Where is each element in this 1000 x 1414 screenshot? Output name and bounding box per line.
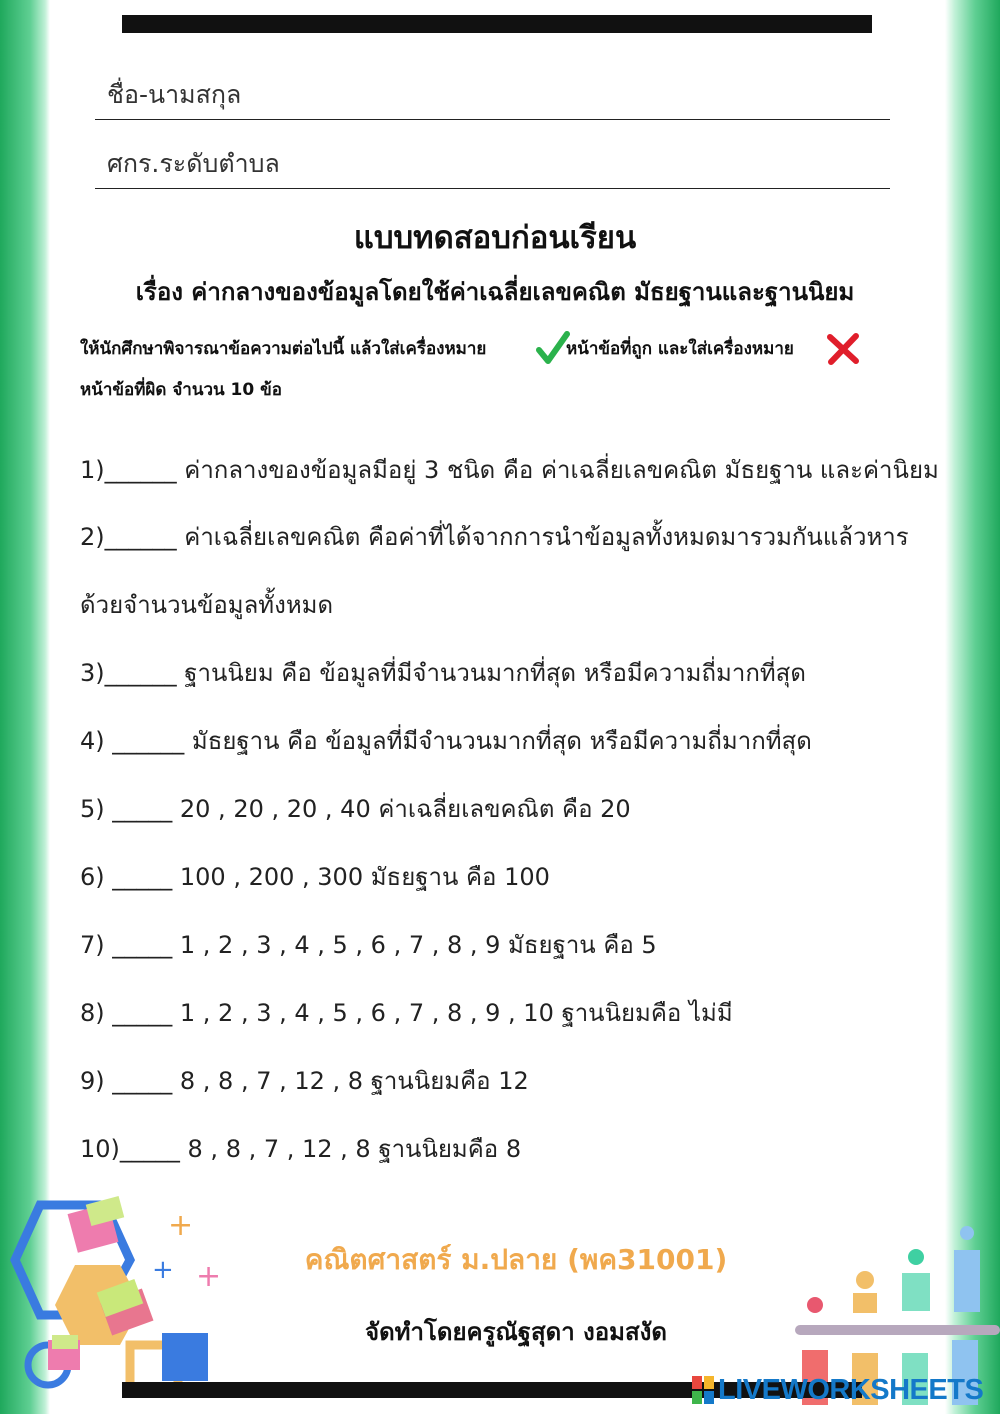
svg-text:+: + xyxy=(152,1255,174,1285)
logo-text: LIVEWORKSHEETS xyxy=(718,1373,984,1406)
instruction-part2: หน้าข้อที่ถูก และใส่เครื่องหมาย xyxy=(566,339,794,359)
check-icon xyxy=(536,330,570,366)
svg-text:+: + xyxy=(168,1208,194,1243)
cross-icon xyxy=(825,332,861,366)
geometric-shapes-decoration xyxy=(0,1190,240,1390)
question-8[interactable]: 8) _____ 1 , 2 , 3 , 4 , 5 , 6 , 7 , 8 , 9 , 10 ฐานนิยมคือ ไม่มี xyxy=(80,999,733,1027)
question-9[interactable]: 9) _____ 8 , 8 , 7 , 12 , 8 ฐานนิยมคือ 12 xyxy=(80,1067,529,1095)
question-5[interactable]: 5) _____ 20 , 20 , 20 , 40 ค่าเฉลี่ยเลขคณิต คือ 20 xyxy=(80,795,631,823)
question-6[interactable]: 6) _____ 100 , 200 , 300 มัธยฐาน คือ 100 xyxy=(80,863,550,891)
subject-label: คณิตศาสตร์ ม.ปลาย (พค31001) xyxy=(304,1243,728,1276)
top-border-bar xyxy=(122,15,872,33)
question-1[interactable]: 1)______ ค่ากลางของข้อมูลมีอยู่ 3 ชนิด คือ ค่าเฉลี่ยเลขคณิต มัธยฐาน และค่านิยม xyxy=(80,456,939,484)
question-4[interactable]: 4) ______ มัธยฐาน คือ ข้อมูลที่มีจำนวนมากที่สุด หรือมีความถี่มากที่สุด xyxy=(80,727,812,755)
name-field[interactable] xyxy=(95,75,890,120)
instruction-part3: หน้าข้อที่ผิด จำนวน 10 ข้อ xyxy=(80,380,282,400)
center-field[interactable] xyxy=(95,140,890,189)
question-7[interactable]: 7) _____ 1 , 2 , 3 , 4 , 5 , 6 , 7 , 8 , 9 มัธยฐาน คือ 5 xyxy=(80,931,657,959)
question-2[interactable]: 2)______ ค่าเฉลี่ยเลขคณิต คือค่าที่ได้จากการนำข้อมูลทั้งหมดมารวมกันแล้วหาร xyxy=(80,523,909,551)
instruction-part1: ให้นักศึกษาพิจารณาข้อความต่อไปนี้ แล้วใส่เครื่องหมาย xyxy=(80,339,487,359)
name-field-label: ชื่อ-นามสกุล xyxy=(107,80,242,109)
question-2-continued: ด้วยจำนวนข้อมูลทั้งหมด xyxy=(80,591,334,619)
page-subtitle: เรื่อง ค่ากลางของข้อมูลโดยใช้ค่าเฉลี่ยเลขคณิต มัธยฐานและฐานนิยม xyxy=(135,278,855,306)
logo-mark-icon xyxy=(692,1376,714,1404)
author-label: จัดทำโดยครูณัฐสุดา งอมสงัด xyxy=(365,1318,667,1346)
question-10[interactable]: 10)_____ 8 , 8 , 7 , 12 , 8 ฐานนิยมคือ 8 xyxy=(80,1135,522,1163)
svg-text:+: + xyxy=(196,1259,222,1294)
page-title: แบบทดสอบก่อนเรียน xyxy=(353,220,637,256)
center-field-label: ศกร.ระดับตำบล xyxy=(107,149,280,178)
liveworksheets-logo[interactable] xyxy=(692,1370,983,1410)
question-3[interactable]: 3)______ ฐานนิยม คือ ข้อมูลที่มีจำนวนมากที่สุด หรือมีความถี่มากที่สุด xyxy=(80,659,806,687)
